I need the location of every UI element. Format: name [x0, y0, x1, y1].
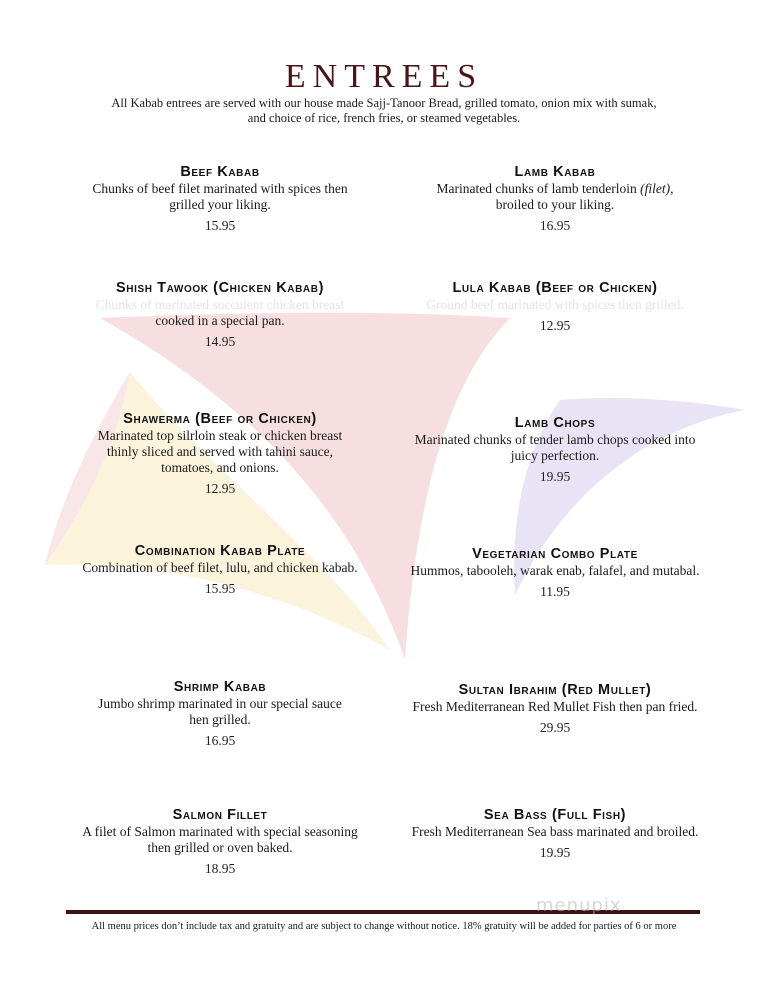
item-name: Beef Kabab	[180, 164, 260, 180]
menu-item-vegetarian-combo-plate	[375, 545, 735, 600]
watermark-logo: menupix	[536, 895, 622, 916]
item-name: Shrimp Kabab	[173, 679, 267, 695]
item-name: Sultan Ibrahim (Red Mullet)	[458, 682, 652, 698]
item-price: 16.95	[204, 733, 236, 748]
item-description: hen grilled.	[189, 712, 251, 727]
item-name: Lula Kabab (Beef or Chicken)	[452, 280, 658, 296]
item-price: 16.95	[539, 218, 571, 233]
item-price: 12.95	[539, 318, 571, 333]
item-description-faded: Chunks of marinated succulent chicken breast	[95, 297, 345, 312]
item-price: 29.95	[539, 720, 571, 735]
menu-item-shrimp-kabab	[40, 678, 400, 749]
item-description-text: Marinated chunks of lamb tenderloin	[436, 181, 637, 196]
item-description-italic: (filet),	[640, 181, 674, 196]
item-name: Shawerma (Beef or Chicken)	[123, 411, 317, 427]
item-description: Marinated chunks of tender lamb chops cooked into	[414, 432, 696, 447]
item-description: Marinated top silrloin steak or chicken breast	[97, 428, 343, 443]
item-price: 19.95	[539, 845, 571, 860]
item-description: Fresh Mediterranean Red Mullet Fish then pan fried.	[412, 699, 698, 714]
item-price: 18.95	[204, 861, 236, 876]
item-description: juicy perfection.	[510, 448, 600, 463]
item-name: Combination Kabab Plate	[134, 543, 306, 559]
menu-item-shish-tawook	[40, 279, 400, 350]
menu-item-lamb-chops	[375, 414, 735, 485]
item-description: Chunks of beef filet marinated with spices then	[92, 181, 348, 196]
intro-line: All Kabab entrees are served with our house made Sajj-Tanoor Bread, grilled tomato, onion mix with sumak,	[111, 96, 657, 110]
menu-item-salmon-fillet	[40, 806, 400, 877]
item-description: then grilled or oven baked.	[147, 840, 293, 855]
item-description: grilled your liking.	[169, 197, 271, 212]
item-price: 11.95	[540, 584, 570, 599]
menu-item-lula-kabab	[375, 279, 735, 334]
item-price: 15.95	[204, 581, 236, 596]
menu-item-shawerma	[40, 410, 400, 497]
item-description: tomatoes, and onions.	[161, 460, 279, 475]
item-description: Hummos, tabooleh, warak enab, falafel, and mutabal.	[410, 563, 700, 578]
item-price: 19.95	[539, 469, 571, 484]
item-description: cooked in a special pan.	[155, 313, 285, 328]
item-name: Lamb Chops	[514, 415, 596, 431]
item-name: Sea Bass (Full Fish)	[483, 807, 627, 823]
item-description: thinly sliced and served with tahini sauce,	[106, 444, 334, 459]
item-description: Fresh Mediterranean Sea bass marinated and broiled.	[411, 824, 699, 839]
item-description	[375, 181, 735, 197]
item-description: broiled to your liking.	[495, 197, 615, 212]
intro-text	[0, 96, 768, 126]
item-description: Combination of beef filet, lulu, and chicken kabab.	[82, 560, 358, 575]
item-name: Shish Tawook (Chicken Kabab)	[115, 280, 324, 296]
menu-item-lamb-kabab	[375, 163, 735, 234]
menu-item-combination-kabab-plate	[40, 542, 400, 597]
page-title: ENTREES	[284, 58, 484, 95]
item-description: A filet of Salmon marinated with special seasoning	[82, 824, 358, 839]
menu-item-beef-kabab	[40, 163, 400, 234]
item-description-faded: Ground beef marinated with spices then grilled.	[426, 297, 684, 312]
intro-line: and choice of rice, french fries, or steamed vegetables.	[247, 111, 521, 125]
footer-disclaimer: All menu prices don’t include tax and gratuity and are subject to change without notice. 18% gratuity will be added for parties of 6 or more	[91, 921, 677, 932]
item-price: 14.95	[204, 334, 236, 349]
item-name: Vegetarian Combo Plate	[472, 546, 638, 562]
item-name: Salmon Fillet	[172, 807, 268, 823]
item-name: Lamb Kabab	[514, 164, 596, 180]
menu-item-sultan-ibrahim	[375, 681, 735, 736]
item-description: Jumbo shrimp marinated in our special sauce	[98, 696, 342, 711]
item-price: 12.95	[204, 481, 236, 496]
item-price: 15.95	[204, 218, 236, 233]
menu-item-sea-bass	[375, 806, 735, 861]
